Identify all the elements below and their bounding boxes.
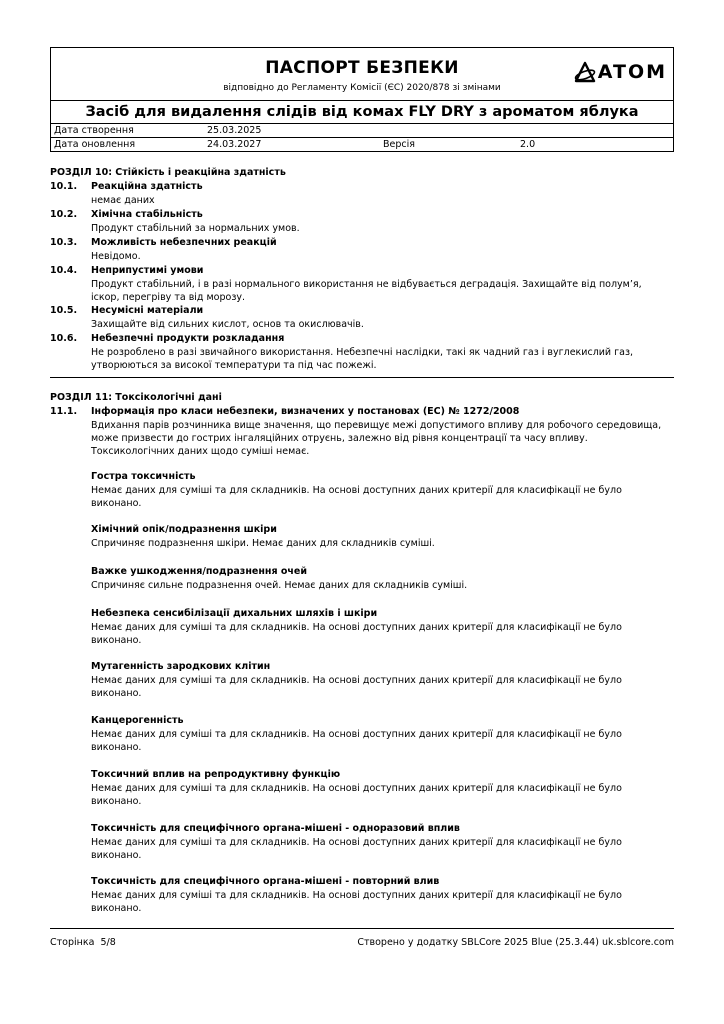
subsection-text: виконано. bbox=[91, 688, 142, 699]
item-text: Захищайте від сильних кислот, основ та окислювачів. bbox=[91, 319, 364, 330]
subsection-text: виконано. bbox=[91, 796, 142, 807]
created-label: Дата створення bbox=[54, 125, 134, 136]
page-number bbox=[50, 937, 116, 948]
subsection-text: Немає даних для суміші та для складників. На основі доступних даних критерії для класифікації не було bbox=[91, 622, 622, 633]
version-value: 2.0 bbox=[520, 139, 536, 150]
subsection-heading: Хімічний опік/подразнення шкіри bbox=[91, 524, 277, 535]
subsection-text: Немає даних для суміші та для складників. На основі доступних даних критерії для класифікації не було bbox=[91, 729, 622, 740]
document-header bbox=[50, 47, 674, 152]
section-10-title: РОЗДІЛ 10: Стійкість і реакційна здатність bbox=[50, 167, 286, 178]
subsection-text: Спричиняє сильне подразнення очей. Немає даних для складників суміші. bbox=[91, 580, 468, 591]
item-text: Продукт стабільний, і в разі нормального використання не відбувається деградація. Захищайте від полум’я, bbox=[91, 279, 642, 290]
item-number: 10.3. bbox=[50, 237, 78, 248]
item-text: Невідомо. bbox=[91, 251, 141, 262]
subsection-text: Немає даних для суміші та для складників. На основі доступних даних критерії для класифікації не було bbox=[91, 783, 622, 794]
item-text: іскор, перегріву та від морозу. bbox=[91, 292, 246, 303]
header-title-row bbox=[51, 48, 673, 101]
subsection-text: виконано. bbox=[91, 635, 142, 646]
item-number: 10.2. bbox=[50, 209, 78, 220]
subsection-text: виконано. bbox=[91, 498, 142, 509]
subsection-text: виконано. bbox=[91, 742, 142, 753]
item-heading: Неприпустимі умови bbox=[91, 265, 204, 276]
section-divider bbox=[50, 377, 674, 378]
intro-text: Вдихання парів розчинника вище значення, що перевищує межі допустимого впливу для робочого середовища, bbox=[91, 420, 662, 431]
subsection-heading: Мутагенність зародкових клітин bbox=[91, 661, 271, 672]
regulation-subtitle: відповідно до Регламенту Комісії (ЄС) 2020/878 зі змінами bbox=[223, 83, 501, 93]
subsection-text: виконано. bbox=[91, 850, 142, 861]
item-heading: Несумісні матеріали bbox=[91, 305, 204, 316]
item-heading: Небезпечні продукти розкладання bbox=[91, 333, 285, 344]
item-text: Продукт стабільний за нормальних умов. bbox=[91, 223, 300, 234]
subsection-text: Спричиняє подразнення шкіри. Немає даних для складників суміші. bbox=[91, 538, 435, 549]
item-number: 10.6. bbox=[50, 333, 78, 344]
item-heading: Хімічна стабільність bbox=[91, 209, 203, 220]
subsection-text: Немає даних для суміші та для складників. На основі доступних даних критерії для класифікації не було bbox=[91, 675, 622, 686]
created-row bbox=[51, 124, 673, 137]
subsection-heading: Важке ушкодження/подразнення очей bbox=[91, 566, 308, 577]
updated-row bbox=[51, 137, 673, 151]
item-number: 10.5. bbox=[50, 305, 78, 316]
updated-label: Дата оновлення bbox=[54, 139, 136, 150]
item-heading: Інформація про класи небезпеки, визначених у постановах (ЕС) № 1272/2008 bbox=[91, 406, 520, 417]
generator-note: Створено у додатку SBLCore 2025 Blue (25.3.44) uk.sblcore.com bbox=[357, 937, 674, 948]
subsection-heading: Токсичність для специфічного органа-мішені - повторний влив bbox=[91, 876, 440, 887]
item-number: 10.1. bbox=[50, 181, 78, 192]
updated-value: 24.03.2027 bbox=[207, 139, 262, 150]
subsection-heading: Гостра токсичність bbox=[91, 471, 196, 482]
item-heading: Реакційна здатність bbox=[91, 181, 203, 192]
intro-text: Токсикологічних даних щодо суміші немає. bbox=[91, 446, 310, 457]
footer-divider bbox=[50, 928, 674, 929]
document-title: ПАСПОРТ БЕЗПЕКИ bbox=[265, 58, 459, 78]
subsection-text: Немає даних для суміші та для складників. На основі доступних даних критерії для класифікації не було bbox=[91, 837, 622, 848]
item-text: утворюються за високої температури та під час пожежі. bbox=[91, 360, 377, 371]
item-heading: Можливість небезпечних реакцій bbox=[91, 237, 277, 248]
subsection-heading: Канцерогенність bbox=[91, 715, 184, 726]
atom-logo-icon bbox=[574, 61, 596, 83]
section-11-title: РОЗДІЛ 11: Токсікологічні дані bbox=[50, 392, 222, 403]
atom-logo-text: ATOM bbox=[597, 61, 667, 83]
item-number: 10.4. bbox=[50, 265, 78, 276]
subsection-heading: Токсичність для специфічного органа-мішені - одноразовий вплив bbox=[91, 823, 460, 834]
subsection-heading: Небезпека сенсибілізації дихальних шляхів і шкіри bbox=[91, 608, 378, 619]
version-label: Версія bbox=[383, 139, 415, 150]
subsection-heading: Токсичний вплив на репродуктивну функцію bbox=[91, 769, 341, 780]
atom-logo bbox=[574, 61, 667, 83]
created-value: 25.03.2025 bbox=[207, 125, 262, 136]
page-label: Сторінка bbox=[50, 937, 95, 948]
subsection-text: Немає даних для суміші та для складників. На основі доступних даних критерії для класифікації не було bbox=[91, 890, 622, 901]
subsection-text: виконано. bbox=[91, 903, 142, 914]
page-value: 5/8 bbox=[100, 937, 116, 948]
subsection-text: Немає даних для суміші та для складників. На основі доступних даних критерії для класифікації не було bbox=[91, 485, 622, 496]
product-name: Засіб для видалення слідів від комах FLY DRY з ароматом яблука bbox=[51, 101, 673, 124]
item-number: 11.1. bbox=[50, 406, 78, 417]
item-text: Не розроблено в разі звичайного використання. Небезпечні наслідки, такі як чадний газ і вуглекислий газ, bbox=[91, 347, 634, 358]
item-text: немає даних bbox=[91, 195, 155, 206]
intro-text: може призвести до гострих інгаляційних отруєнь, залежно від рівня концентрації та часу впливу. bbox=[91, 433, 588, 444]
